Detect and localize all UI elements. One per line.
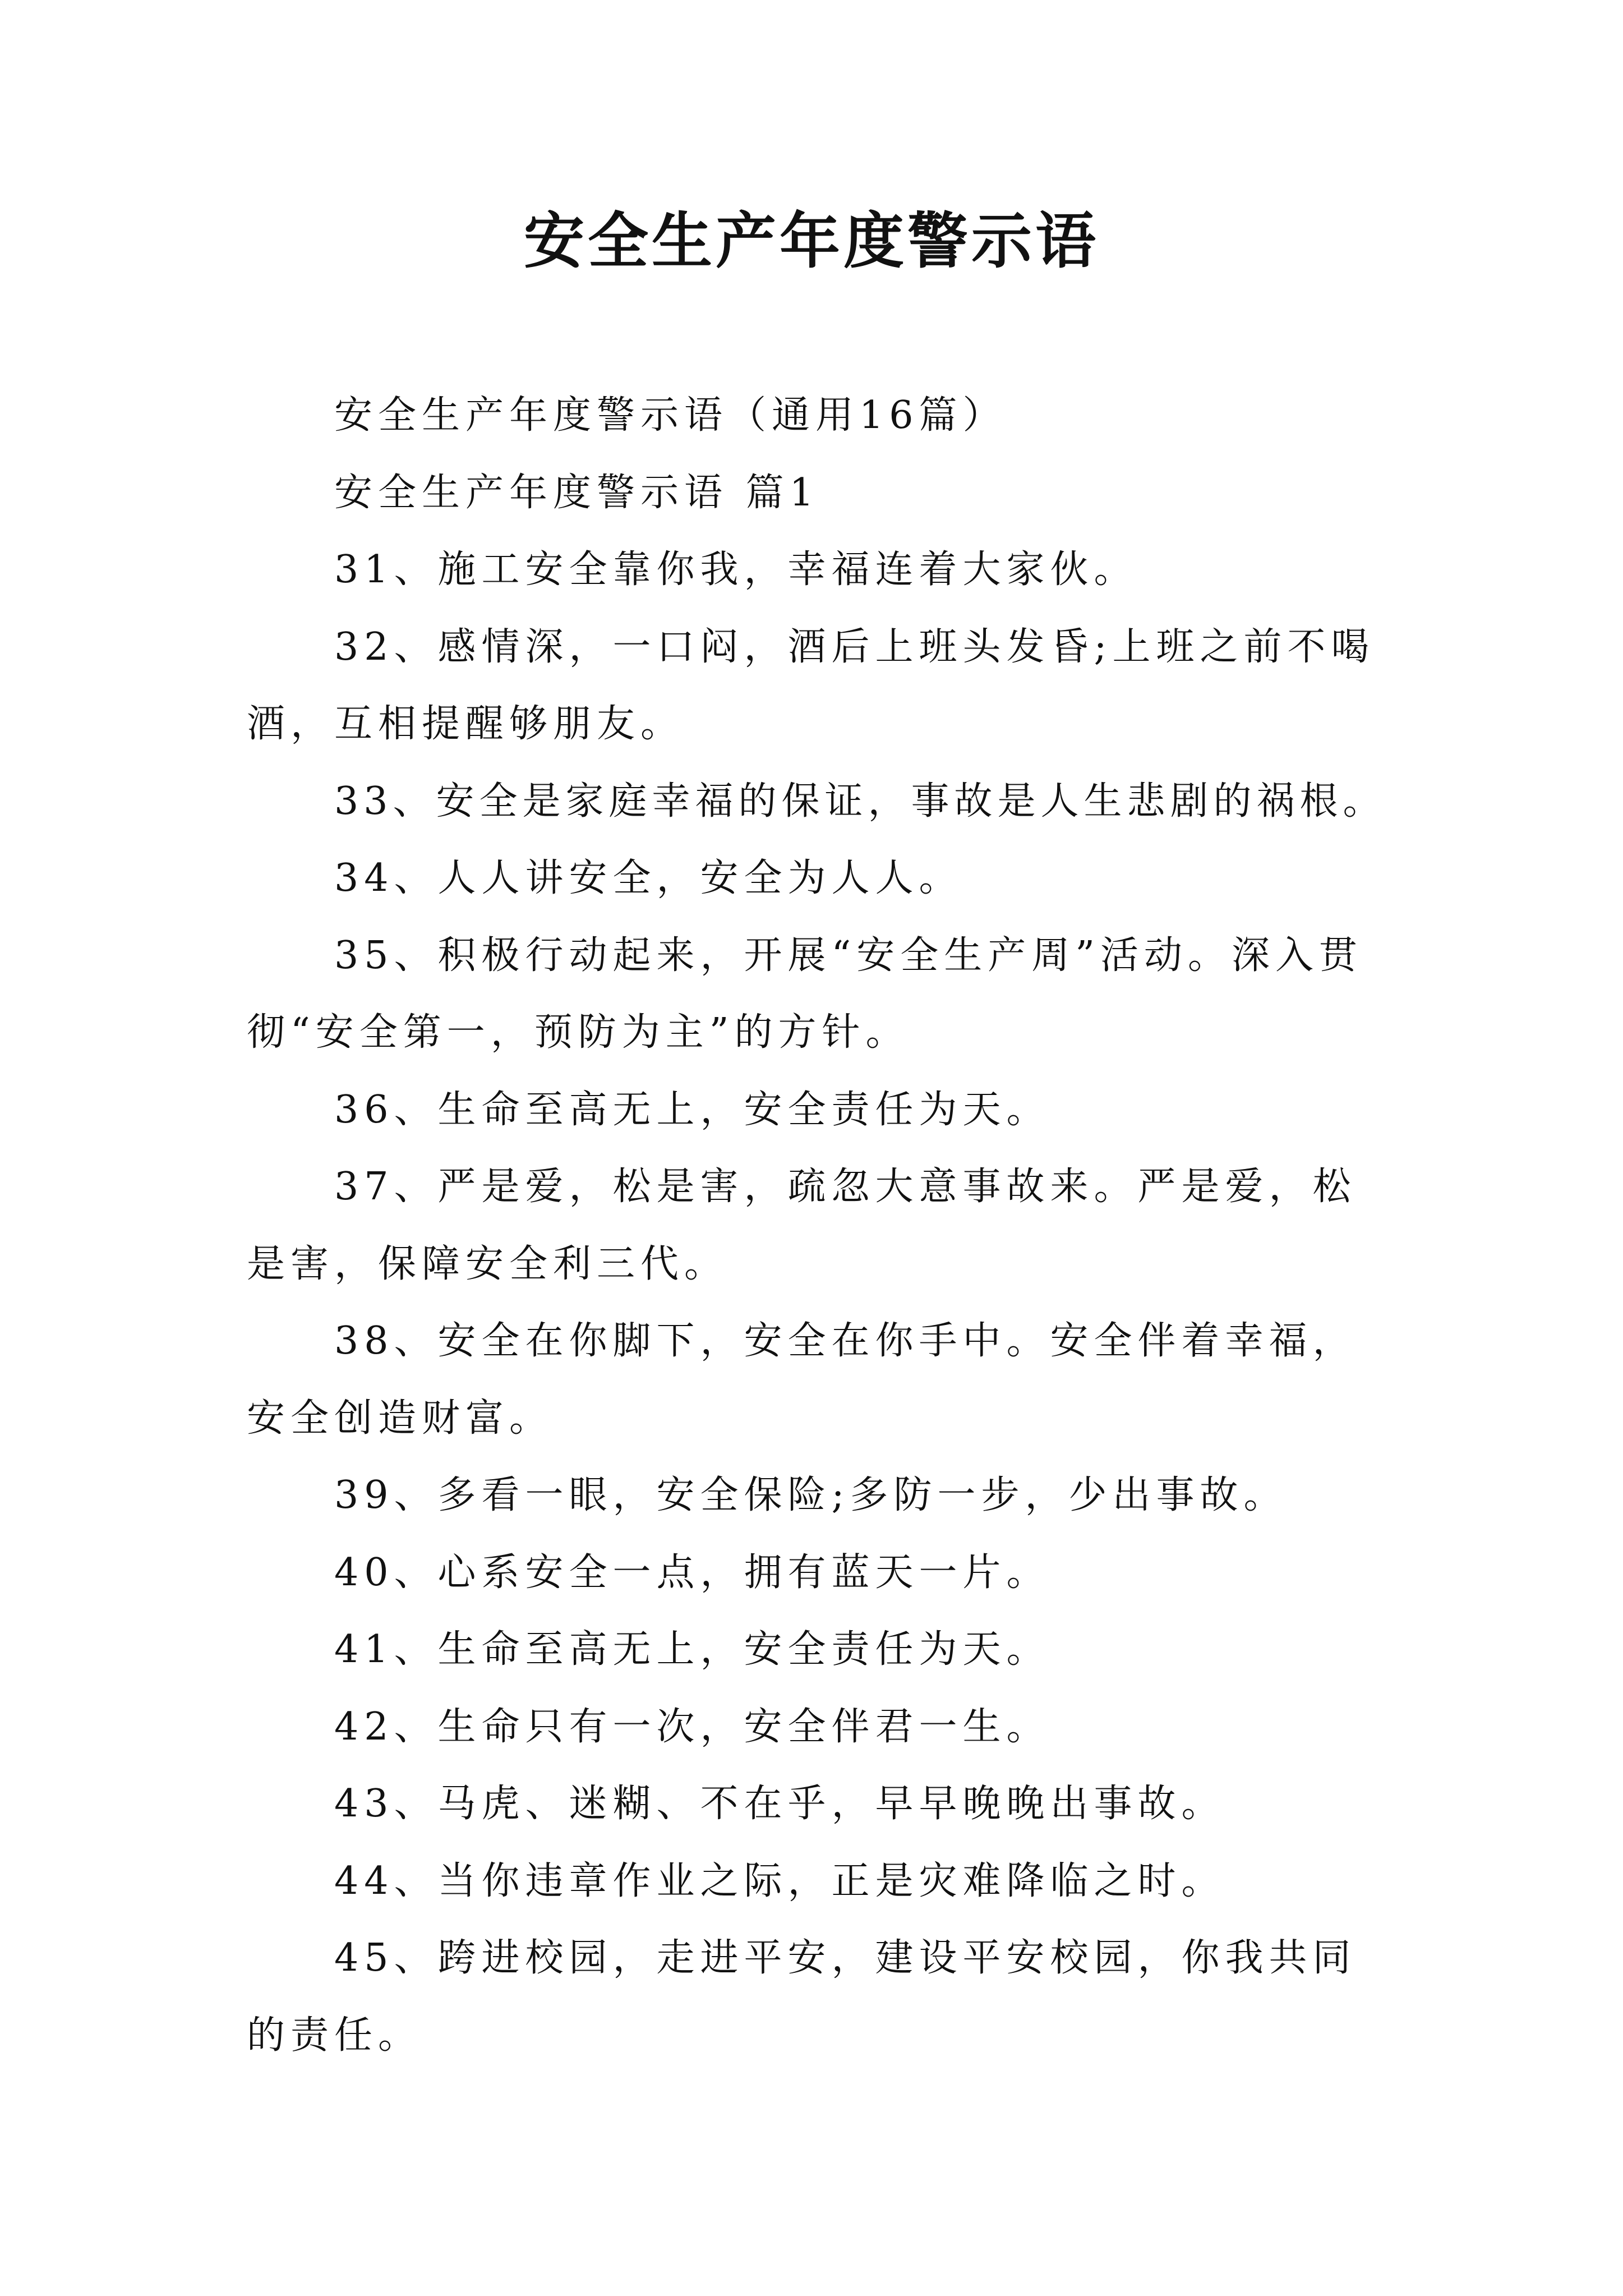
paragraph: 33、安全是家庭幸福的保证，事故是人生悲剧的祸根。 [334, 779, 1386, 823]
paragraph: 45、跨进校园，走进平安，建设平安校园，你我共同的责任。 [247, 1936, 1357, 2058]
paragraph: 43、马虎、迷糊、不在乎，早早晚晚出事故。 [334, 1782, 1225, 1826]
document-title: 安全生产年度警示语 [523, 206, 1099, 277]
paragraph: 42、生命只有一次，安全伴君一生。 [334, 1704, 1050, 1749]
paragraph: 安全生产年度警示语（通用16篇） [334, 393, 1007, 438]
paragraph: 35、积极行动起来，开展“安全生产周”活动。深入贯彻“安全第一，预防为主”的方针。 [247, 933, 1363, 1055]
paragraph: 38、安全在你脚下，安全在你手中。安全伴着幸福，安全创造财富。 [247, 1319, 1357, 1441]
paragraph: 31、施工安全靠你我，幸福连着大家伙。 [334, 547, 1138, 592]
paragraph: 41、生命至高无上，安全责任为天。 [334, 1627, 1050, 1672]
paragraph: 34、人人讲安全，安全为人人。 [334, 856, 963, 900]
paragraph: 安全生产年度警示语 篇1 [334, 470, 819, 515]
document-body [247, 377, 1391, 2074]
paragraph: 37、严是爱，松是害，疏忽大意事故来。严是爱，松是害，保障安全利三代。 [247, 1165, 1357, 1286]
paragraph: 36、生命至高无上，安全责任为天。 [334, 1087, 1050, 1132]
paragraph: 32、感情深，一口闷，酒后上班头发昏;上班之前不喝酒，互相提醒够朋友。 [247, 624, 1375, 746]
paragraph: 44、当你违章作业之际，正是灾难降临之时。 [334, 1858, 1225, 1903]
paragraph: 39、多看一眼，安全保险;多防一步，少出事故。 [334, 1473, 1288, 1517]
paragraph: 40、心系安全一点，拥有蓝天一片。 [334, 1550, 1050, 1595]
